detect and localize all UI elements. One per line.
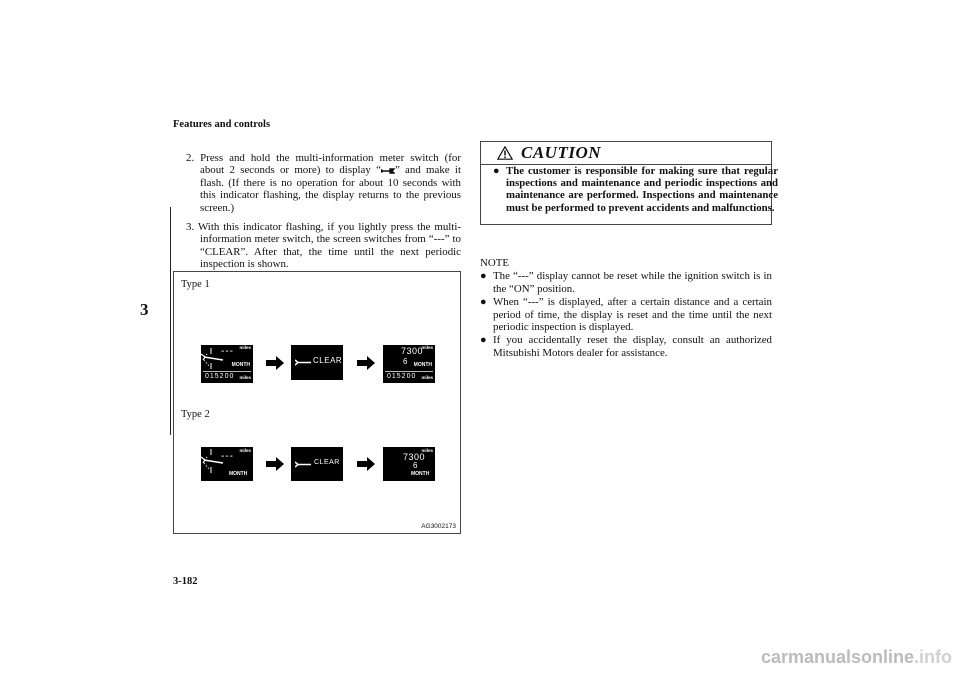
unit-bottom: miles (239, 375, 251, 380)
caution-text-block (493, 165, 778, 214)
month-label: MONTH (413, 362, 432, 368)
clear-text: CLEAR (314, 459, 340, 466)
unit-top: miles (421, 448, 433, 453)
watermark-main: carmanualsonline (760, 647, 914, 667)
type1-label: Type 1 (181, 279, 210, 290)
type2-screen-result (383, 447, 435, 481)
months-value: 6 (413, 461, 418, 470)
note-item (480, 296, 772, 333)
bullet-icon: ● (480, 334, 487, 347)
right-arrow-icon (357, 356, 375, 370)
wrench-icon (295, 359, 311, 366)
note-item-text: If you accidentally reset the display, consult an authorized Mitsubishi Motors dealer for assistance. (493, 334, 772, 359)
step-2-number: 2. (186, 152, 195, 164)
note-item-text: The “---” display cannot be reset while the ignition switch is in the “ON” position. (493, 270, 772, 295)
note-section (480, 257, 772, 360)
page-number: 3-182 (173, 576, 198, 587)
caution-box (480, 141, 778, 225)
step-3-number: 3. (186, 221, 195, 234)
step-3-text: With this indicator flashing, if you lightly press the multi-information meter switch, the screen switches from “---” to “CLEAR”. After that, the time until the next periodic inspection is shown. (197, 221, 461, 271)
unit-top: miles (421, 345, 433, 350)
wrench-icon (381, 168, 395, 174)
dashes: --- (221, 451, 234, 462)
step-3 (186, 221, 461, 271)
type2-label: Type 2 (181, 409, 210, 420)
step-2-text-after: ” and make it flash. (If there is no operation for about 10 seconds with this indicator flashing, the display returns to the previous screen.) (200, 164, 461, 214)
figure-code: AG3002173 (421, 523, 456, 530)
dashes: --- (221, 346, 234, 357)
type2-screen-dashes (201, 447, 253, 481)
odometer: 015200 (205, 373, 235, 380)
caution-header (481, 142, 771, 165)
type1-screen-result (383, 345, 435, 383)
months-value: 6 (403, 357, 408, 366)
bullet-icon: ● (480, 296, 487, 309)
note-item (480, 334, 772, 359)
note-item (480, 270, 772, 295)
watermark (761, 647, 952, 668)
right-arrow-icon (357, 457, 375, 471)
right-arrow-icon (266, 356, 284, 370)
bullet-icon: ● (493, 165, 500, 177)
note-heading: NOTE (480, 257, 510, 269)
month-label: MONTH (231, 362, 250, 368)
unit-top: miles (239, 448, 251, 453)
caution-text: The customer is responsible for making sure that regular inspections and maintenance and periodic inspections and maintenance are performed. Inspections and maintenance must be performed to prevent accidents and malfunctions. (506, 165, 778, 214)
type1-screen-clear (291, 345, 343, 380)
divider (203, 371, 251, 372)
watermark-suffix: .info (914, 647, 952, 667)
month-label: MONTH (411, 471, 430, 477)
type1-screen-dashes (201, 345, 253, 383)
warning-triangle-icon (497, 146, 513, 160)
caution-title: CAUTION (521, 143, 602, 162)
clear-text: CLEAR (313, 356, 343, 365)
procedure-steps (186, 152, 461, 278)
chapter-number: 3 (140, 300, 149, 319)
month-label: MONTH (229, 471, 248, 477)
unit-bottom: miles (421, 375, 433, 380)
step-2-text-before: Press and hold the multi-information meter switch (for about 2 seconds or more) to display “ (200, 152, 461, 177)
divider (385, 371, 433, 372)
unit-top: miles (239, 345, 251, 350)
wrench-icon (295, 461, 311, 468)
odometer: 015200 (387, 373, 417, 380)
note-item-text: When “---” is displayed, after a certain distance and a certain period of time, the display is reset and the time until the next periodic inspection is displayed. (493, 296, 772, 334)
section-title: Features and controls (173, 119, 271, 130)
right-arrow-icon (266, 457, 284, 471)
chapter-tab (130, 207, 171, 435)
display-figure (173, 271, 461, 534)
bullet-icon: ● (480, 270, 487, 283)
distance: 7300 (401, 346, 424, 356)
step-2 (186, 152, 461, 214)
type2-screen-clear (291, 447, 343, 481)
distance: 7300 (403, 452, 426, 462)
